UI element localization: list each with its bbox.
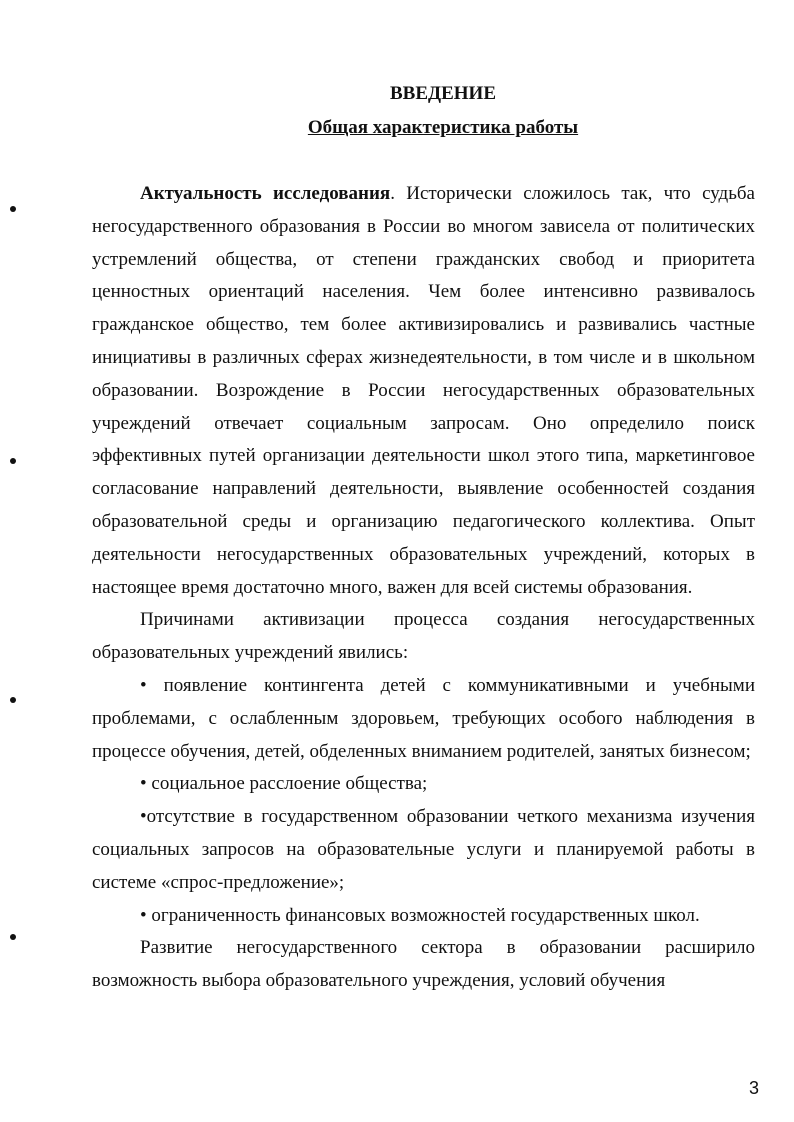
bullet-item: • появление контингента детей с коммуникативными и учебными проблемами, с ослабленным здоровьем, требующих особого наблюдения в процессе обучения, детей, обделенных вниманием родителей, занятых бизнесом; [92,674,755,762]
page-heading: ВВЕДЕНИЕ [390,83,496,104]
bullet-item: • социальное расслоение общества; [140,773,428,795]
binder-hole-mark [10,206,16,212]
paragraph-text: . Исторически сложилось так, что судьба негосударственного образования в России во многом зависела от политических устремлений общества, от степени гражданских свобод и приоритета ценностных ориентаций населения. Чем более интенсивно развивалось гражданское общество, тем более активизировались и развивались частные инициативы в различных сферах жизнедеятельности, в том числе и в школьном образовании. Возрождение в России негосударственных образовательных учреждений отвечает социальным запросам. Оно определило поиск эффективных путей организации деятельности школ этого типа, маркетинговое согласование направлений деятельности, выявление особенностей создания образовательной среды и организацию педагогического коллектива. Опыт деятельности негосударственных образовательных учреждений, которых в настоящее время достаточно много, важен для всей системы образования. [92,183,755,598]
bullet-item: •отсутствие в государственном образовании четкого механизма изучения социальных запросов на образовательные услуги и планируемой работы в системе «спрос-предложение»; [92,806,755,893]
page-subheading: Общая характеристика работы [307,117,579,138]
document-body [92,178,755,998]
bullet-item: • ограниченность финансовых возможностей государственных школ. [140,904,700,926]
paragraph-lead: Актуальность исследования [140,183,391,204]
binder-hole-mark [10,458,16,464]
binder-hole-mark [10,697,16,703]
page-number: 3 [748,1078,759,1098]
paragraph-development: Развитие негосударственного сектора в образовании расширило возможность выбора образовательного учреждения, условий обучения [92,937,755,992]
paragraph-reasons: Причинами активизации процесса создания негосударственных образовательных учреждений явились: [92,609,755,664]
binder-hole-mark [10,934,16,940]
paragraph-relevance [92,178,755,604]
